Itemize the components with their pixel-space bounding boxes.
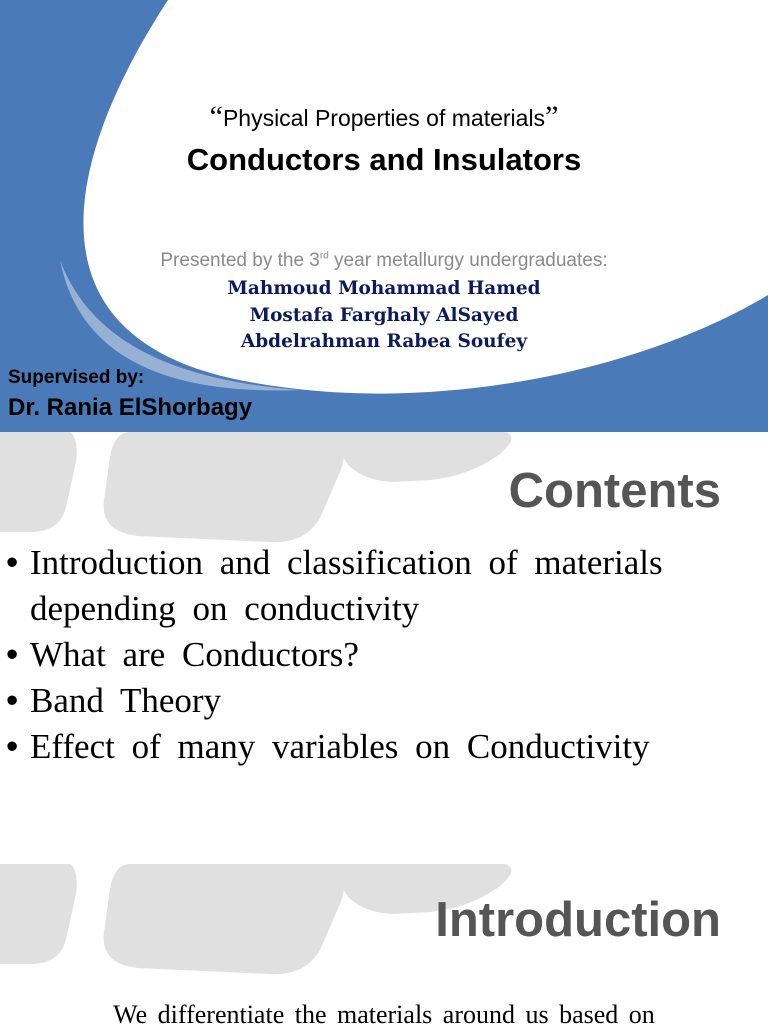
introduction-heading: Introduction [435,893,721,947]
ordinal-suffix: rd [319,250,329,262]
contents-slide [0,432,768,864]
subtitle-text: Physical Properties of materials [222,105,546,131]
contents-item-text: Introduction and classification of materials depending on conductivity [30,543,663,628]
presenter-names [0,276,768,356]
bullet-dot: • [6,635,19,674]
contents-item-text: Band Theory [30,681,222,720]
presentation-title: Conductors and Insulators [186,142,582,177]
bullet-dot: • [6,681,19,720]
bullet-dot: • [6,543,19,582]
contents-item [6,678,766,724]
contents-item-text: What are Conductors? [30,635,359,674]
presenter-name: Mahmoud Mohammad Hamed [227,278,541,299]
close-quote: ” [545,100,559,133]
stone-shape-center [104,432,345,542]
introduction-body-text: We differentiate the materials around us based on [113,1000,655,1024]
presented-suffix: year metallurgy undergraduates: [328,250,608,271]
presented-prefix: Presented by the 3 [160,250,320,271]
supervisor-name: Dr. Rania ElShorbagy [8,394,253,421]
title-slide [0,0,768,432]
presented-by-line [0,250,768,272]
contents-item [6,724,766,770]
contents-heading: Contents [508,464,721,518]
presenter-name: Abdelrahman Rabea Soufey [240,331,528,352]
bullet-dot: • [6,727,19,766]
contents-item [6,540,766,632]
presentation-subtitle [0,100,768,134]
stone-shape-center [104,864,345,974]
stone-shape-right [330,432,511,482]
introduction-slide [0,864,768,1024]
stone-shape-left [0,864,77,964]
open-quote: “ [209,100,223,133]
contents-item [6,632,766,678]
contents-item-text: Effect of many variables on Conductivity [30,727,650,766]
contents-list [6,540,766,770]
supervised-by-label: Supervised by: [8,367,145,388]
presenter-name: Mostafa Farghaly AlSayed [249,304,519,326]
stone-shape-left [0,432,77,532]
